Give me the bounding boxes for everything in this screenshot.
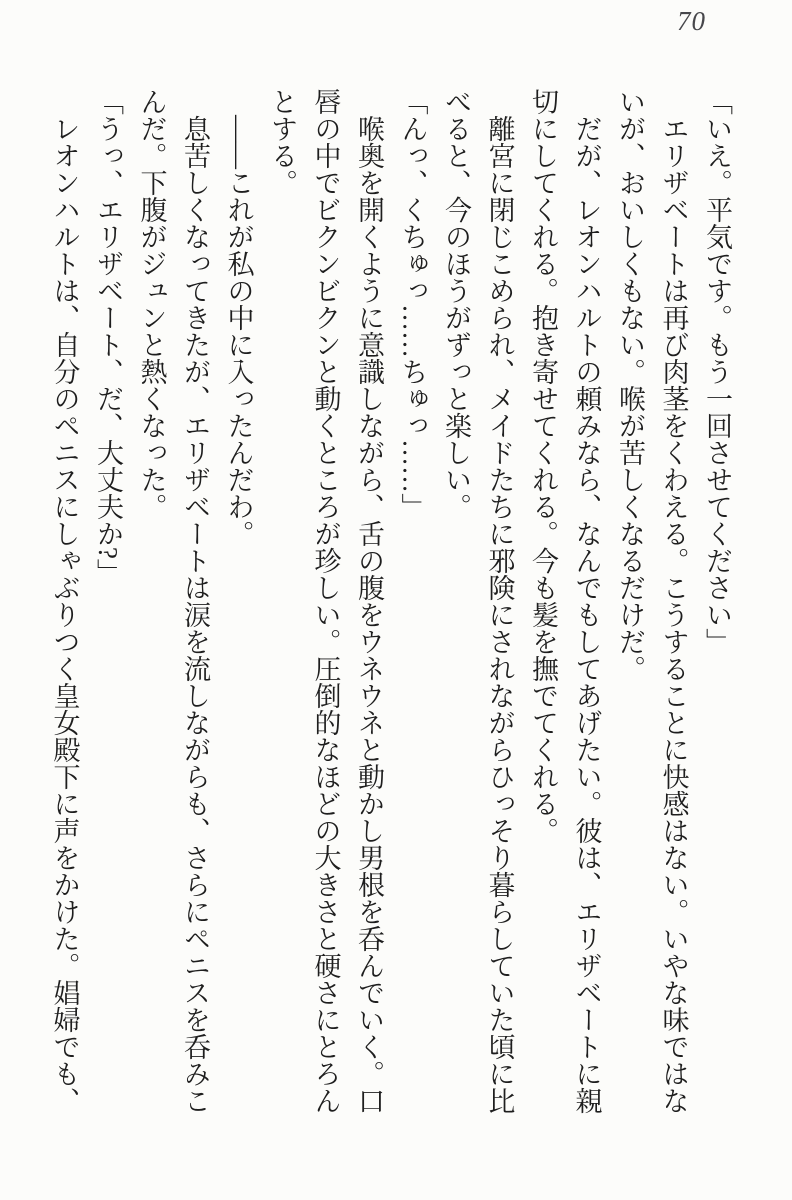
- paragraph: だが、レオンハルトの頼みなら、なんでもしてあげたい。彼は、エリザベートに親切にしてくれる。抱き寄せてくれる。今も髪を撫でてくれる。: [528, 88, 602, 1114]
- page-text: [42, 88, 738, 1117]
- paragraph: エリザベートは再び肉茎をくわえる。こうすることに快感はない。いやな味ではないが、おいしくもない。喉が苦しくなるだけだ。: [615, 88, 689, 1114]
- paragraph: 息苦しくなってきたが、エリザベートは涙を流しながらも、さらにペニスを呑みこんだ。下腹がジュンと熱くなった。: [136, 88, 210, 1114]
- paragraph: 喉奥を開くように意識しながら、舌の腹をウネウネと動かし男根を呑んでいく。口唇の中でビクンビクンと動くところが珍しい。圧倒的なほどの大きさと硬さにとろんとする。: [267, 88, 384, 1114]
- paragraph: 離宮に閉じこめられ、メイドたちに邪険にされながらひっそり暮らしていた頃に比べると、今のほうがずっと楽しい。: [441, 88, 515, 1114]
- page-number: 70: [677, 6, 706, 36]
- paragraph: 「いえ。平気です。もう一回させてください」: [702, 88, 732, 655]
- paragraph: レオンハルトは、自分のペニスにしゃぶりつく皇女殿下に声をかけた。娼婦でも、: [49, 115, 80, 1114]
- paragraph: ――これが私の中に入ったんだわ。: [223, 115, 254, 547]
- paragraph: 「うっ、エリザベート、だ、大丈夫か?」: [93, 88, 123, 586]
- paragraph: 「んっ、くちゅっ……ちゅっ……」: [397, 88, 428, 520]
